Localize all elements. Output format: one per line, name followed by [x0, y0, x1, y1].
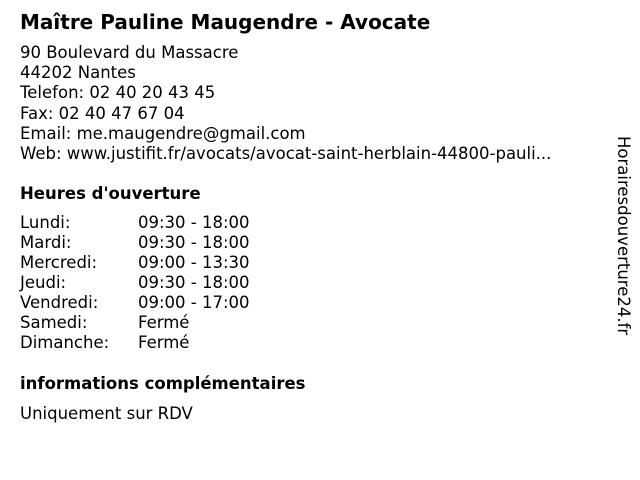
- phone-number[interactable]: Telefon: 02 40 20 43 45: [20, 83, 216, 103]
- email-address[interactable]: Email: me.maugendre@gmail.com: [20, 123, 306, 143]
- time-value: 09:30 - 18:00: [138, 213, 250, 232]
- hours-row-saturday: [20, 313, 250, 333]
- time-value: Fermé: [138, 313, 190, 332]
- hours-row-monday: [20, 213, 250, 233]
- day-label: Mercredi:: [20, 253, 98, 272]
- day-label: Dimanche:: [20, 333, 110, 352]
- site-watermark: Horairesdouverture24.fr: [614, 136, 633, 336]
- hours-row-sunday: [20, 333, 250, 353]
- website-link[interactable]: Web: www.justifit.fr/avocats/avocat-saint-herblain-44800-pauli...: [20, 144, 552, 164]
- day-label: Jeudi:: [20, 273, 67, 292]
- additional-info-heading: informations complémentaires: [20, 374, 306, 393]
- hours-row-thursday: [20, 273, 250, 293]
- time-value: 09:00 - 17:00: [138, 293, 250, 312]
- page-title: Maître Pauline Maugendre - Avocate: [20, 10, 431, 34]
- day-label: Vendredi:: [20, 293, 99, 312]
- hours-row-tuesday: [20, 233, 250, 253]
- hours-row-wednesday: [20, 253, 250, 273]
- day-label: Samedi:: [20, 313, 88, 332]
- opening-hours-heading: Heures d'ouverture: [20, 184, 201, 203]
- time-value: 09:30 - 18:00: [138, 273, 250, 292]
- time-value: 09:00 - 13:30: [138, 253, 250, 272]
- address-street: 90 Boulevard du Massacre: [20, 43, 239, 62]
- hours-row-friday: [20, 293, 250, 313]
- time-value: Fermé: [138, 333, 190, 352]
- day-label: Mardi:: [20, 233, 72, 252]
- address-city: 44202 Nantes: [20, 63, 136, 83]
- time-value: 09:30 - 18:00: [138, 233, 250, 252]
- opening-hours-table: [20, 213, 250, 353]
- day-label: Lundi:: [20, 213, 71, 232]
- fax-number: Fax: 02 40 47 67 04: [20, 103, 185, 123]
- contact-block: [20, 43, 600, 164]
- additional-info-text: Uniquement sur RDV: [20, 404, 193, 423]
